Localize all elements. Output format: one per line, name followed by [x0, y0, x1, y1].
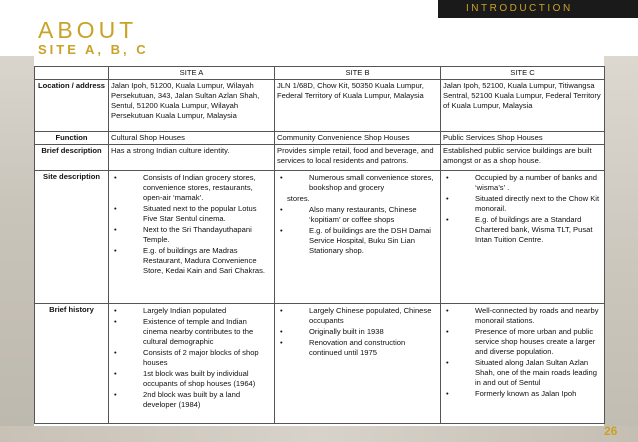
brief-description-site-c: Established public service buildings are built amongst or as a shop house. — [441, 145, 605, 171]
list-item: • Next to the Sri Thandayuthapani Temple. — [143, 225, 272, 245]
list-item: • 2nd block was built by a land developer (1984) — [143, 390, 272, 410]
background-photo-right — [604, 56, 638, 426]
list-item: • Numerous small convenience stores, bookshop and grocery — [309, 173, 438, 193]
table-row-brief-history — [35, 304, 605, 424]
list-item: • Formerly known as Jalan Ipoh — [475, 389, 602, 399]
list-item: • E.g. of buildings are the DSH Damai Service Hospital, Buku Sin Lian Stationary shop. — [309, 226, 438, 256]
brief-history-site-a — [109, 304, 275, 424]
list-item: • Originally built in 1938 — [309, 327, 438, 337]
function-site-c: Public Services Shop Houses — [441, 132, 605, 145]
list-item: • E.g. of buildings are a Standard Chartered bank, Wisma TLT, Pusat Intan Tuition Centre. — [475, 215, 602, 245]
header-cell-empty — [35, 67, 109, 80]
brief-history-site-c — [441, 304, 605, 424]
table-row-location — [35, 80, 605, 132]
site-description-site-a — [109, 171, 275, 304]
brief-history-site-b — [275, 304, 441, 424]
background-photo-bottom — [0, 426, 638, 442]
list-item: • Situated next to the popular Lotus Five Star Sentul cinema. — [143, 204, 272, 224]
row-label-brief-history: Brief history — [35, 304, 109, 424]
row-label-site-description: Site description — [35, 171, 109, 304]
list-item: • Existence of temple and Indian cinema nearby contributes to the cultural demographic — [143, 317, 272, 347]
list-item: • Consists of Indian grocery stores, convenience stores, restaurants, open-air ‘mamak’. — [143, 173, 272, 203]
list-item: • 1st block was built by individual occupants of shop houses (1964) — [143, 369, 272, 389]
page-number: 26 — [604, 424, 618, 438]
row-label-location: Location / address — [35, 80, 109, 132]
brief-description-site-b: Provides simple retail, food and beverage, and services to local residents and patrons. — [275, 145, 441, 171]
site-description-site-b — [275, 171, 441, 304]
header-site-a: SITE A — [109, 67, 275, 80]
page-subtitle: SITE A, B, C — [38, 42, 149, 57]
list-continuation: stores. — [287, 194, 310, 203]
location-site-b: JLN 1/68D, Chow Kit, 50350 Kuala Lumpur, Federal Territory of Kuala Lumpur, Malaysia — [275, 80, 441, 132]
section-header-bar — [438, 0, 638, 18]
header-site-c: SITE C — [441, 67, 605, 80]
site-description-site-c — [441, 171, 605, 304]
location-site-a: Jalan Ipoh, 51200, Kuala Lumpur, Wilayah Persekutuan, 343, Jalan Sultan Azlan Shah, Sentul, 51200 Kuala Lumpur, Wilayah Persekutuan Kuala Lumpur, Malaysia — [109, 80, 275, 132]
location-site-c: Jalan Ipoh, 52100, Kuala Lumpur, Titiwangsa Sentral, 52100 Kuala Lumpur, Federal Territory of Kuala Lumpur, Malaysia — [441, 80, 605, 132]
page-title: ABOUT — [38, 17, 138, 43]
header-site-b: SITE B — [275, 67, 441, 80]
site-comparison-table — [34, 66, 605, 424]
list-item: • Presence of more urban and public service shop houses create a larger and diverse population. — [475, 327, 602, 357]
function-site-b: Community Convenience Shop Houses — [275, 132, 441, 145]
section-label: INTRODUCTION — [466, 3, 573, 14]
table-header-row — [35, 67, 605, 80]
function-site-a: Cultural Shop Houses — [109, 132, 275, 145]
list-item: • Occupied by a number of banks and ‘wisma’s’ . — [475, 173, 602, 193]
brief-description-site-a: Has a strong Indian culture identity. — [109, 145, 275, 171]
row-label-function: Function — [35, 132, 109, 145]
list-item: • Situated along Jalan Sultan Azlan Shah, one of the main roads leading in and out of Sentul — [475, 358, 602, 388]
list-item: • Also many restaurants, Chinese ‘kopitiam’ or coffee shops — [309, 205, 438, 225]
table-row-brief-description — [35, 145, 605, 171]
table-row-site-description — [35, 171, 605, 304]
list-item: • Consists of 2 major blocks of shop houses — [143, 348, 272, 368]
list-item: • E.g. of buildings are Madras Restaurant, Madura Convenience Store, Kedai Kain and Sari Chakras. — [143, 246, 272, 276]
list-item: • Largely Indian populated — [143, 306, 272, 316]
row-label-brief-description: Brief description — [35, 145, 109, 171]
background-photo-left — [0, 56, 34, 442]
list-item: • Well-connected by roads and nearby monorail stations. — [475, 306, 602, 326]
table-row-function — [35, 132, 605, 145]
list-item: • Largely Chinese populated, Chinese occupants — [309, 306, 438, 326]
list-item: • Situated directly next to the Chow Kit monorail. — [475, 194, 602, 214]
list-item: • Renovation and construction continued until 1975 — [309, 338, 438, 358]
